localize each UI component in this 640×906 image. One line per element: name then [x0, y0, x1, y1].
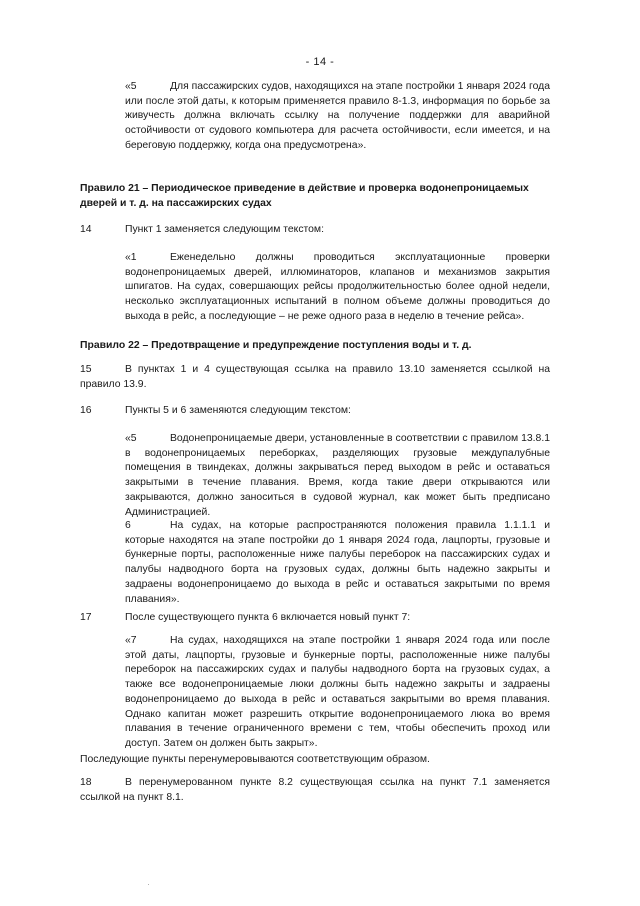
item-16-quote-5-text: Водонепроницаемые двери, установленные в соответствии с правилом 13.8.1 в водонепроницаемых переборках, разделяющих грузовые междупалубные помещения в твиндеках, должны закрываться перед выходом в рейс и оставаться закрытыми в течение плавания. Время, когда такие двери открываются или закрываются, должно заноситься в судовой журнал, как может быть предписано Администрацией. [125, 433, 550, 518]
item-14-number: 14 [80, 224, 92, 235]
item-18-number: 18 [80, 777, 92, 788]
item-16-intro: Пункты 5 и 6 заменяются следующим текстом: [125, 405, 351, 416]
item-14-quote-label: «1 [125, 252, 137, 263]
item-17-quote-text: На судах, находящихся на этапе постройки 1 января 2024 года или после этой даты, лацпорты, грузовые и бункерные порты, расположенные ниже палубы переборок на пассажирских судах и палубы надводного борта на грузовых судах, а также все водонепроницаемые люки должны быть надежно закрыты и задраены водонепроницаемо до выхода в рейс и оставаться закрытыми во время плавания. Однако капитан может разрешить открытие водонепроницаемого люка во время плавания в течение ограниченного времени с тем, чтобы обеспечить проход или доступ. Затем он должен быть закрыт». [125, 635, 550, 749]
item-16-quote-6-text: На судах, на которые распространяются положения правила 1.1.1.1 и которые находятся на этапе постройки до 1 января 2024 года, лацпорты, грузовые и бункерные порты, расположенные ниже палубы переборок на пассажирских судах и палубы надводного борта на грузовых судах, должны быть надежно закрыты и задраены водонепроницаемо до выхода в рейс и оставаться закрытыми по время плавания». [125, 520, 550, 605]
item-15-text-content: В пунктах 1 и 4 существующая ссылка на правило 13.10 заменяется ссылкой на правило 13.9. [80, 364, 550, 390]
scan-speck [148, 884, 149, 885]
item-17-quote-label: «7 [125, 635, 137, 646]
renumber-note: Последующие пункты перенумеровываются соответствующим образом. [80, 754, 430, 765]
item-14-quote [125, 251, 550, 325]
item-16-number: 16 [80, 405, 92, 416]
item-17-number: 17 [80, 612, 92, 623]
item-16-quote-6-label: 6 [125, 520, 131, 531]
item-16-quote-6 [125, 519, 550, 607]
item-15-number: 15 [80, 364, 92, 375]
item-17-quote [125, 634, 550, 752]
para-5-label: «5 [125, 81, 137, 92]
rule-22-heading: Правило 22 – Предотвращение и предупреждение поступления воды и т. д. [80, 340, 472, 351]
item-16-quote-5-label: «5 [125, 433, 137, 444]
item-17-intro: После существующего пункта 6 включается новый пункт 7: [125, 612, 411, 623]
para-5-text: Для пассажирских судов, находящихся на этапе постройки 1 января 2024 года или после этой даты, к которым применяется правило 8-1.3, информация по борьбе за живучесть должна включать ссылку на получение поддержки для аварийной остойчивости от судового компьютера для расчета остойчивости, если имеется, и на береговую поддержку, когда она предусмотрена». [125, 81, 550, 151]
item-18-text-content: В перенумерованном пункте 8.2 существующая ссылка на пункт 7.1 заменяется ссылкой на пункт 8.1. [80, 777, 550, 803]
item-16-quote-5 [125, 432, 550, 520]
para-5-continuation [125, 80, 550, 154]
item-14-quote-text: Еженедельно должны проводиться эксплуатационные проверки водонепроницаемых дверей, иллюминаторов, клапанов и механизмов закрытия шпигатов. На судах, совершающих рейсы продолжительностью более одной недели, несколько эксплуатационных испытаний в полном объеме должны проводиться до выхода в рейс, а последующие – не реже одного раза в неделю в течение рейса». [125, 252, 550, 322]
rule-21-heading: Правило 21 – Периодическое приведение в действие и проверка водонепроницаемых дверей и т. д. на пассажирских судах [80, 183, 529, 209]
item-15-text [80, 363, 550, 392]
page-number: - 14 - [305, 56, 335, 68]
item-18-text [80, 776, 550, 805]
item-14-intro: Пункт 1 заменяется следующим текстом: [125, 224, 324, 235]
